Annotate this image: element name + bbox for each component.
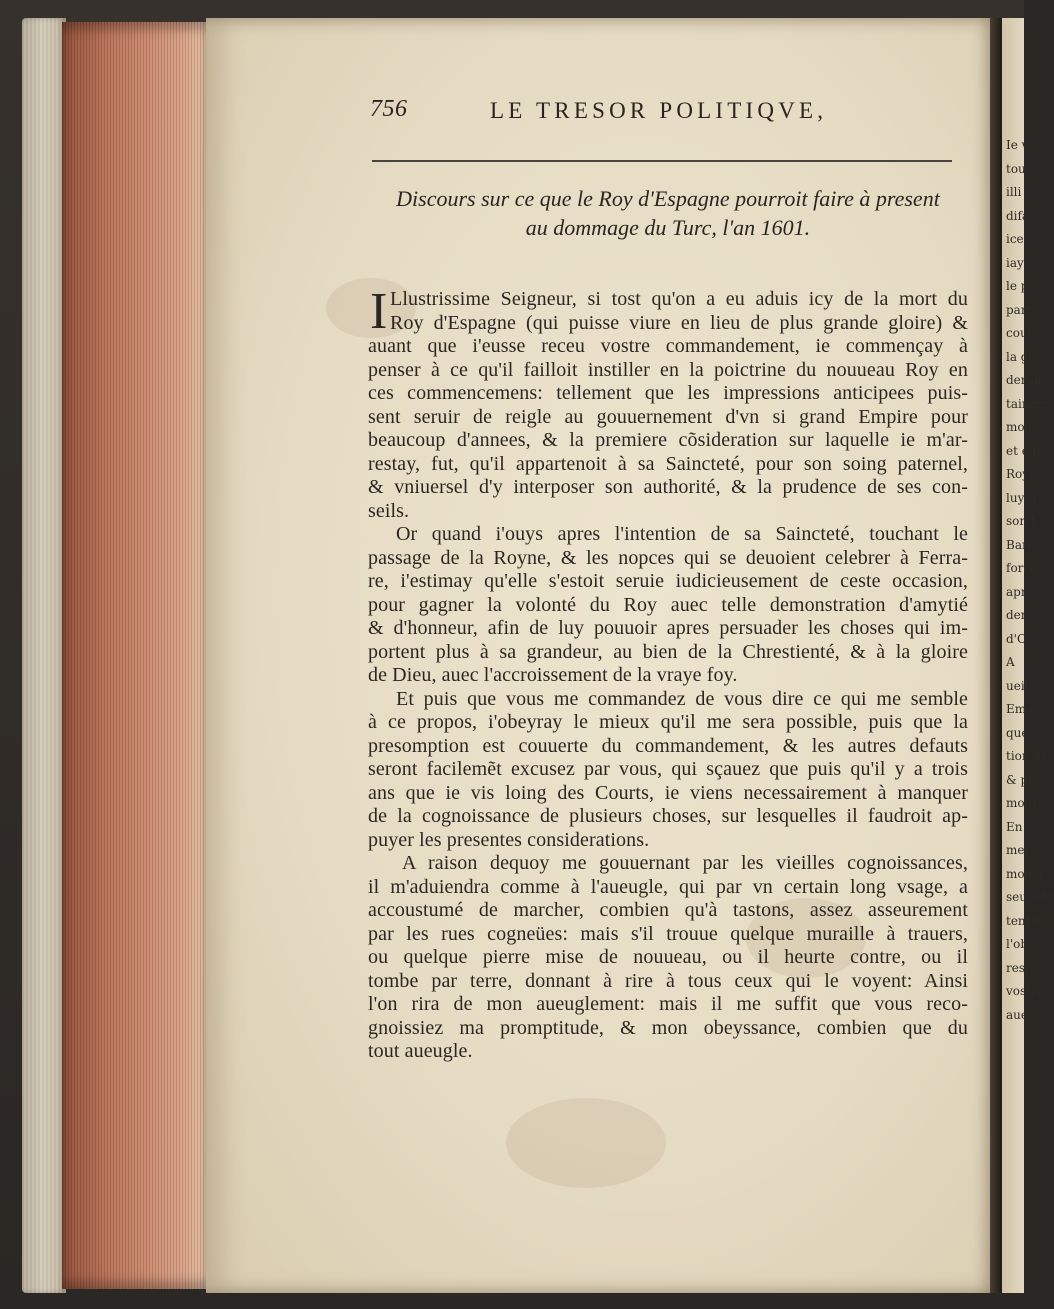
text-line: tout aueugle. xyxy=(368,1040,473,1062)
facing-page-fragment: et elle xyxy=(1006,443,1044,458)
book-cover-edge xyxy=(22,18,66,1293)
facing-page-fragment: & plu xyxy=(1006,772,1040,787)
facing-page-fragment: seule M xyxy=(1006,890,1054,904)
facing-page-fragment: le pren xyxy=(1006,279,1050,293)
text-line: Et puis que vous me commandez de vous dire ce qui me semble xyxy=(396,687,968,710)
text-line: & vniuersel d'y interposer son authorité, & la prudence de ses con- xyxy=(368,476,968,498)
facing-page-fragment: tion de xyxy=(1006,749,1049,763)
facing-page-fragment: icenc xyxy=(1006,232,1039,246)
facing-page-fragment: Ie v xyxy=(1006,138,1029,152)
page-number: 756 xyxy=(370,96,408,122)
facing-page-fragment: partic xyxy=(1006,302,1042,317)
facing-page-fragment: apres xyxy=(1006,584,1040,599)
paper-stain xyxy=(506,1098,666,1188)
text-line: presomption est couuerte du commandement, & les autres defauts xyxy=(368,734,968,757)
text-line: ces commencemens: tellement que les impressions anticipees puis- xyxy=(368,382,968,404)
drop-cap: I xyxy=(370,283,388,340)
facing-page-fragment: aueugl xyxy=(1006,1007,1048,1022)
text-line: auant que i'eusse receu vostre commandement, ie commençay à xyxy=(368,335,968,357)
facing-page-fragment: Barb xyxy=(1006,537,1036,552)
facing-page-fragment: tou xyxy=(1006,161,1026,176)
text-line: beaucoup d'annees, & la premiere cõsideration sur laquelle ie m'ar- xyxy=(368,429,968,451)
facing-page-fragment: dent, xyxy=(1006,608,1038,622)
text-line: gnoissiez ma promptitude, & mon obeyssance, combien que du xyxy=(368,1016,968,1039)
facing-page-fragment: monsi xyxy=(1006,866,1043,881)
facing-page-fragment: vostre xyxy=(1006,984,1044,998)
text-line: Or quand i'ouys apres l'intention de sa Saincteté, touchant le xyxy=(396,523,968,545)
facing-page-fragment: En xyxy=(1006,819,1023,834)
facing-page-fragment: illi xyxy=(1006,185,1022,199)
facing-page-fragment: coura xyxy=(1006,326,1041,340)
facing-page-fragment: ueill xyxy=(1006,678,1033,693)
text-line: il m'aduiendra comme à l'aueugle, qui par vn certain long vsage, a xyxy=(368,875,968,898)
text-line: sent seruir de reigle au gouuernement d'vn si grand Empire pour xyxy=(368,405,968,428)
discourse-title-line: Discours sur ce que le Roy d'Espagne pourroit faire à present xyxy=(396,186,940,211)
text-line: pour gagner la volonté du Roy auec telle demonstration d'amytié xyxy=(368,593,968,616)
facing-page-fragment: mouer xyxy=(1006,420,1046,434)
text-line: l'on rira de mon aueuglement: mais il me suffit que vous reco- xyxy=(368,993,968,1015)
facing-page-fragment: luy ti xyxy=(1006,490,1037,505)
facing-page-fragment: quel xyxy=(1006,725,1033,740)
facing-page-fragment: Ema xyxy=(1006,702,1034,716)
text-line: seront facilemẽt excusez par vous, qui sçauez que puis qu'il y a trois xyxy=(368,758,968,780)
facing-page-fragment: tent de xyxy=(1006,913,1050,928)
discourse-title xyxy=(372,184,964,242)
text-line: de Dieu, auec l'accroissement de la vraye foy. xyxy=(368,664,738,686)
text-line: ans que ie vis loing des Courts, ie viens necessairement à manquer xyxy=(368,781,968,804)
body-text xyxy=(368,283,968,1064)
header-rule xyxy=(372,160,952,162)
facing-page-fragment: l'obeys xyxy=(1006,937,1049,951)
running-head xyxy=(370,96,960,132)
facing-page-fragment: iay d'E xyxy=(1006,255,1048,270)
text-line: re, i'estimay qu'elle s'estoit seruie iudicieusement de ceste occasion, xyxy=(368,570,968,592)
text-line: à ce propos, i'obeyray le mieux qu'il me sera possible, puis que la xyxy=(368,711,968,733)
text-line: A raison dequoy me gouuernant par les vieilles cognoissances, xyxy=(402,852,968,874)
text-line: seils. xyxy=(368,499,410,522)
text-line: portent plus à sa grandeur, au bien de la Chrestienté, & à la gloire xyxy=(368,640,968,663)
facing-page-fragment: son t xyxy=(1006,514,1036,528)
facing-page-fragment: moure xyxy=(1006,796,1046,810)
text-line: Roy d'Espagne (qui puisse viure en lieu de plus grande gloire) & xyxy=(390,311,968,334)
facing-page-fragment: respon xyxy=(1006,960,1048,975)
facing-page-fragment: la gue xyxy=(1006,349,1044,364)
facing-page-fragment: forces xyxy=(1006,561,1044,575)
text-line: restay, fut, qu'il appartenoit à sa Saincteté, pour son soing paternel, xyxy=(368,452,968,475)
text-line: passage de la Royne, & les nopces qui se deuoient celebrer à Ferra- xyxy=(368,546,968,569)
facing-page xyxy=(1002,18,1054,1293)
text-line: & d'honneur, afin de luy pouuoir apres persuader les choses qui im- xyxy=(368,617,968,639)
book-title: LE TRESOR POLITIQVE, xyxy=(490,98,828,123)
discourse-title-line: au dommage du Turc, l'an 1601. xyxy=(525,215,811,240)
facing-page-fragments xyxy=(1002,18,1054,1027)
facing-page-fragment: difai xyxy=(1006,208,1033,223)
facing-page-fragment: Roya xyxy=(1006,467,1037,481)
facing-page-fragment: mer le xyxy=(1006,843,1045,857)
page-fore-edge xyxy=(62,22,208,1289)
text-line: Llustrissime Seigneur, si tost qu'on a eu aduis icy de la mort du xyxy=(390,288,968,310)
text-line: puyer les presentes considerations. xyxy=(368,828,650,851)
facing-page-fragment: deran xyxy=(1006,373,1042,387)
book-gutter xyxy=(990,18,1002,1293)
facing-page-fragment: d'Ora xyxy=(1006,631,1040,646)
text-line: ou quelque pierre mise de nouueau, ou il heurte contre, ou il xyxy=(368,946,968,968)
text-line: penser à ce qu'il failloit instiller en la poictrine du nouueau Roy en xyxy=(368,358,968,381)
facing-page-fragment: A xyxy=(1006,655,1015,669)
facing-page-fragment: tainem xyxy=(1006,396,1049,411)
text-line: de la cognoissance de plusieurs choses, sur lesquelles il faudroit ap- xyxy=(368,805,968,827)
text-line: par les rues cogneües: mais s'il trouue quelque muraille à trauers, xyxy=(368,922,968,945)
text-line: tombe par terre, donnant à rire à tous ceux qui le voyent: Ainsi xyxy=(368,969,968,992)
text-line: accoustumé de marcher, combien qu'à tastons, assez asseurement xyxy=(368,899,968,921)
